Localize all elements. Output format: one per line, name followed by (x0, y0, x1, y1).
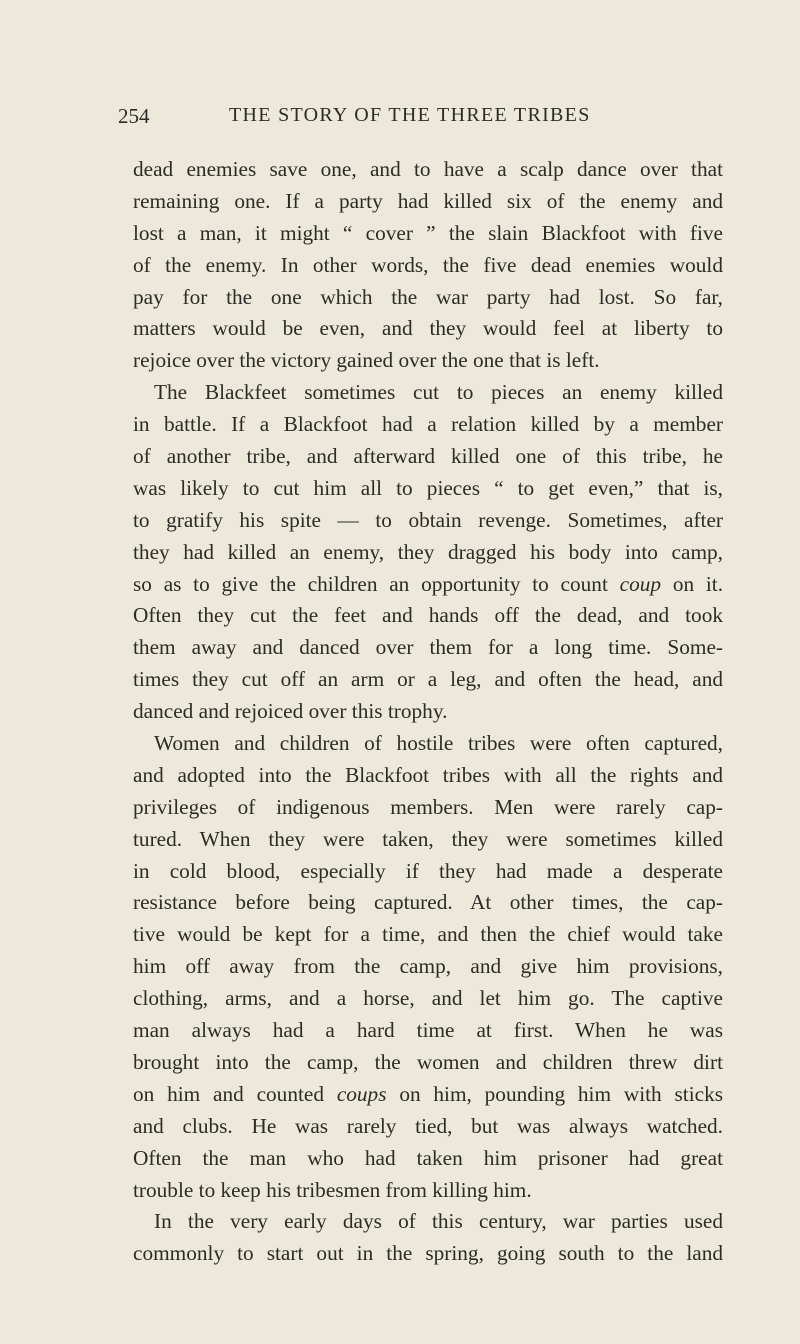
text-line: danced and rejoiced over this trophy. (133, 699, 448, 724)
text-line: in battle. If a Blackfoot had a relation killed by a member (133, 412, 723, 437)
text-line: pay for the one which the war party had lost. So far, (133, 284, 723, 309)
text-line: him off away from the camp, and give him provisions, (133, 954, 723, 979)
text-segment: on him and counted (133, 1081, 324, 1106)
body-text (133, 154, 723, 1270)
text-line: them away and danced over them for a long time. Some- (133, 635, 723, 660)
text-line (133, 1079, 723, 1111)
text-segment: so as to give the children an opportunity to count (133, 571, 608, 596)
text-line: remaining one. If a party had killed six of the enemy and (133, 188, 723, 213)
running-head (118, 104, 698, 134)
text-line: of the enemy. In other words, the five dead enemies would (133, 252, 723, 277)
text-line: Often the man who had taken him prisoner had great (133, 1145, 723, 1170)
text-line (133, 569, 723, 601)
text-line: man always had a hard time at first. When he was (133, 1018, 723, 1043)
text-line: Often they cut the feet and hands off the dead, and took (133, 603, 723, 628)
text-line: times they cut off an arm or a leg, and often the head, and (133, 667, 723, 692)
text-line: In the very early days of this century, war parties used (154, 1209, 723, 1234)
text-line: brought into the camp, the women and children threw dirt (133, 1049, 723, 1074)
text-line: they had killed an enemy, they dragged his body into camp, (133, 539, 723, 564)
text-line: in cold blood, especially if they had made a desperate (133, 858, 723, 883)
italic-term: coups (336, 1081, 387, 1106)
text-line: clothing, arms, and a horse, and let him go. The captive (133, 986, 723, 1011)
text-line: tive would be kept for a time, and then the chief would take (133, 922, 723, 947)
text-line: trouble to keep his tribesmen from killing him. (133, 1177, 532, 1202)
text-line: matters would be even, and they would feel at liberty to (133, 316, 723, 341)
text-line: commonly to start out in the spring, going south to the land (133, 1241, 723, 1266)
text-line: tured. When they were taken, they were sometimes killed (133, 826, 723, 851)
text-line: and adopted into the Blackfoot tribes with all the rights and (133, 762, 723, 787)
text-line: to gratify his spite — to obtain revenge. Sometimes, after (133, 507, 723, 532)
text-line: dead enemies save one, and to have a scalp dance over that (133, 157, 723, 181)
text-segment: on him, pounding him with sticks (399, 1081, 723, 1106)
text-line: lost a man, it might “ cover ” the slain Blackfoot with five (133, 220, 723, 245)
text-line: rejoice over the victory gained over the one that is left. (133, 348, 600, 373)
text-segment: on it. (672, 571, 723, 596)
text-line: of another tribe, and afterward killed one of this tribe, he (133, 444, 723, 469)
text-line: privileges of indigenous members. Men were rarely cap- (133, 794, 723, 819)
text-line: The Blackfeet sometimes cut to pieces an enemy killed (154, 380, 723, 405)
italic-term: coup (619, 571, 662, 596)
text-line: Women and children of hostile tribes were often captured, (154, 731, 723, 756)
text-line: resistance before being captured. At other times, the cap- (133, 890, 723, 915)
page-number: 254 (118, 104, 150, 128)
running-title: THE STORY OF THE THREE TRIBES (229, 104, 591, 126)
text-line: and clubs. He was rarely tied, but was always watched. (133, 1113, 723, 1138)
text-line: was likely to cut him all to pieces “ to get even,” that is, (133, 475, 723, 500)
